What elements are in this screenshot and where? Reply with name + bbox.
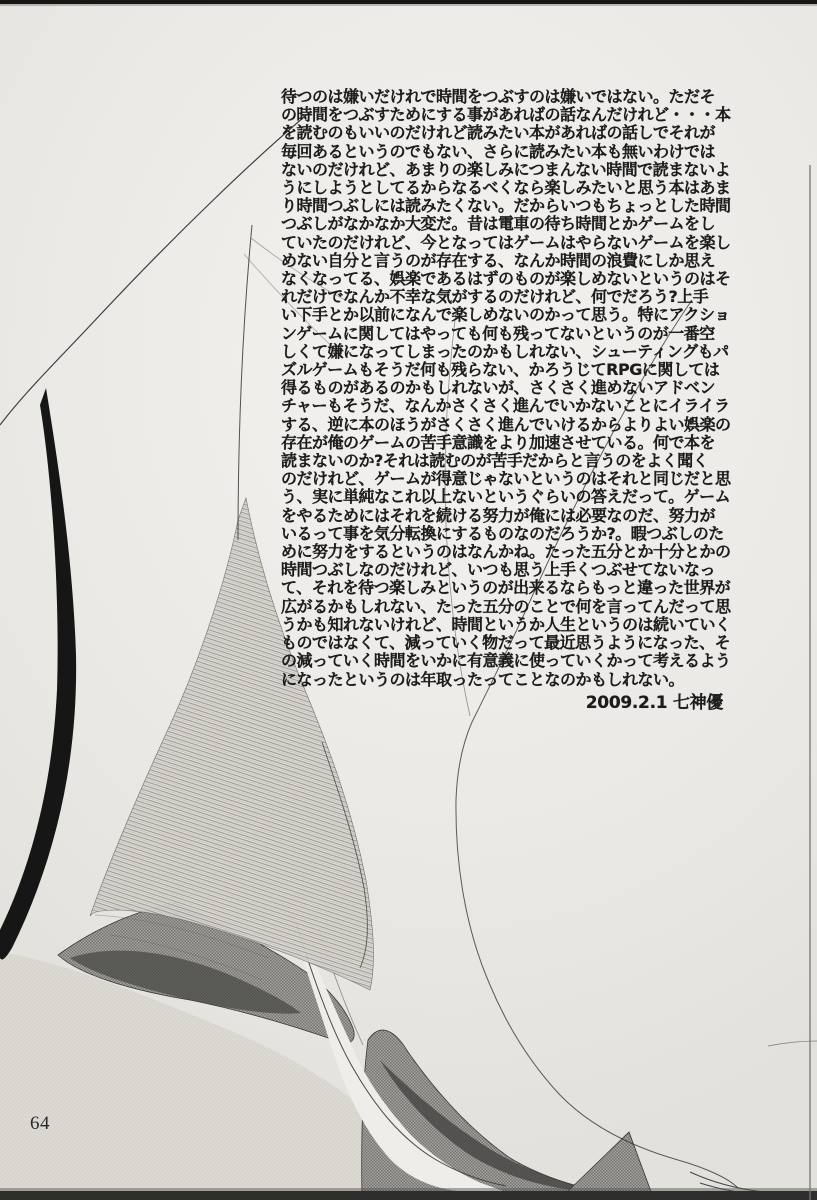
page-right-edge — [809, 165, 811, 1200]
afterword-line: を読むのもいいのだけれど読みたい本があればの話しでそれが — [281, 123, 716, 143]
afterword-line: ていたのだけれど、今となってはゲームはやらないゲームを楽し — [281, 232, 731, 252]
afterword-line: の減っていく時間をいかに有意義に使っていくかって考えるよう — [281, 651, 731, 671]
afterword-line: ないのだけれど、あまりの楽しみにつまんない時間で読まないよ — [281, 159, 731, 179]
artist-signature: 2009.2.1 七神優 — [585, 693, 723, 713]
afterword-line: をやるためにはそれを続ける努力が俺には必要なのだ、努力が — [281, 505, 716, 525]
afterword-line: なくなってる、娯楽であるはずのものが楽しめないというのはそ — [281, 269, 731, 289]
afterword-line: り時間つぶしには読みたくない。だからいつもちょっとした時間 — [281, 196, 731, 216]
afterword-line: めない自分と言うのが存在する、なんか時間の浪費にしか思え — [281, 250, 716, 270]
afterword-line: 読まないのか?それは読むのが苦手だからと言うのをよく聞く — [281, 451, 709, 471]
page-bottom-edge — [0, 1191, 817, 1200]
afterword-line: の時間をつぶすためにする事があればの話なんだけれど・・・本 — [281, 105, 731, 125]
afterword-line: ズルゲームもそうだ何も残らない、かろうじてRPGに関しては — [281, 360, 720, 380]
afterword-line: つぶしがなかなか大変だ。昔は電車の待ち時間とかゲームをし — [281, 214, 716, 234]
afterword-line: 待つのは嫌いだけれで時間をつぶすのは嫌いではない。ただそ — [281, 87, 716, 106]
afterword-line: 毎回あるというのでもない、さらに読みたい本も無いわけでは — [281, 141, 716, 161]
afterword-line: チャーもそうだ、なんかさくさく進んでいかないことにイライラ — [281, 396, 730, 416]
afterword-line: ものではなくて、減っていく物だって最近思うようになった、そ — [281, 633, 731, 653]
afterword-line: て、それを待つ楽しみというのが出来るならもっと違った世界が — [281, 578, 731, 598]
afterword-line: になったというのは年取ったってことなのかもしれない。 — [281, 669, 685, 689]
afterword-line: 時間つぶしなのだけれど、いつも思う上手くつぶせてないなっ — [281, 560, 716, 580]
afterword-line: い下手とか以前になんで楽しめないのかって思う。特にアクショ — [281, 305, 730, 325]
afterword-line: のだけれど、ゲームが得意じゃないというのはそれと同じだと思 — [281, 469, 731, 489]
page-top-edge-shadow — [0, 4, 817, 6]
afterword-line: 存在が俺のゲームの苦手意識をより加速させている。何で本を — [281, 432, 716, 452]
afterword-line: しくて嫌になってしまったのかもしれない、シューティングもパ — [281, 341, 729, 361]
afterword-line: うかも知れないけれど、時間というか人生というのは続いていく — [281, 614, 731, 634]
afterword-line: 広がるかもしれない、たった五分のことで何を言ってんだって思 — [281, 596, 731, 616]
afterword-line: する、逆に本のほうがさくさく進んでいけるからよりよい娯楽の — [281, 414, 731, 434]
afterword-line: めに努力をするというのはなんかね。たった五分とか十分とかの — [281, 542, 731, 562]
page-number: 64 — [30, 1113, 50, 1134]
afterword-line: いるって事を気分転換にするものなのだろうか?。暇つぶしのた — [281, 523, 724, 543]
afterword-line: うにしようとしてるからなるべくなら楽しみたいと思う本はあま — [281, 178, 731, 198]
afterword-line: 得るものがあるのかもしれないが、さくさく進めないアドベン — [281, 378, 716, 398]
afterword-line: ンゲームに関してはやっても何も残ってないというのが一番空 — [281, 323, 715, 343]
afterword-line: う、実に単純なこれ以上ないというぐらいの答えだって。ゲーム — [281, 487, 731, 507]
afterword-line: れだけでなんか不幸な気がするのだけれど、何でだろう?上手 — [281, 287, 709, 307]
afterword-text — [281, 88, 743, 689]
